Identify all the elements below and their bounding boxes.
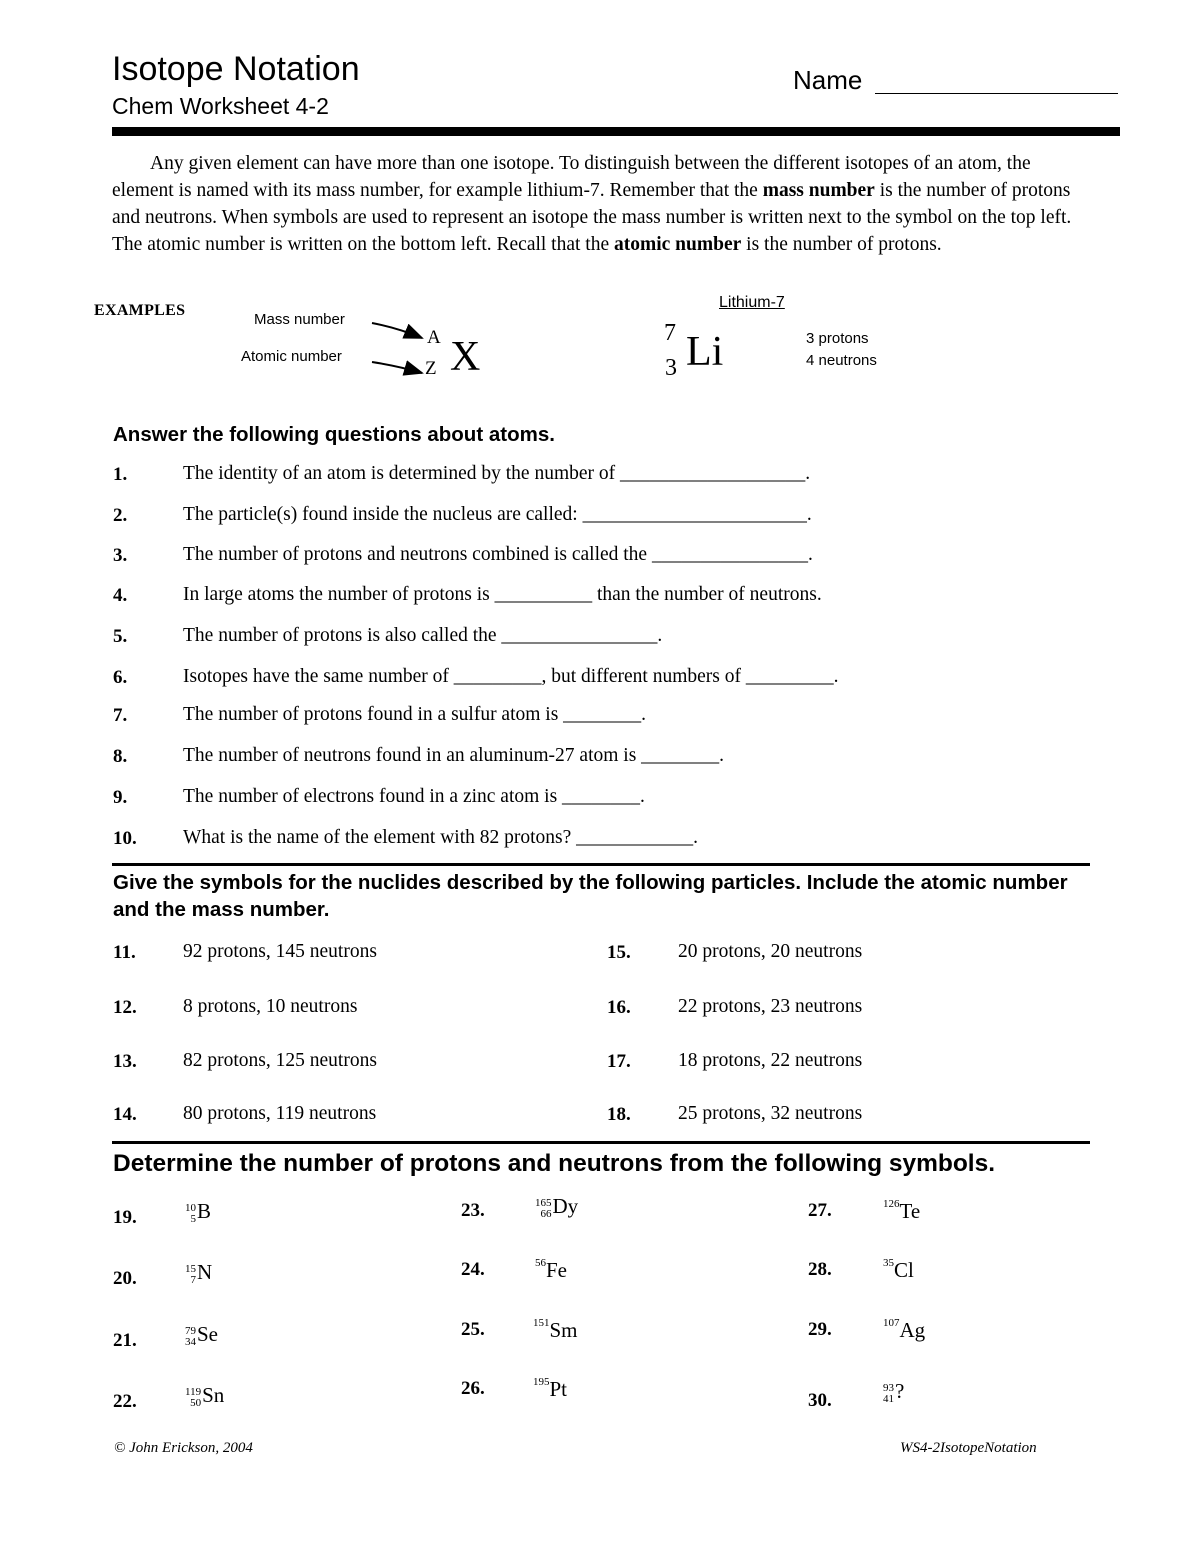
nuclide-mass: 195 — [533, 1376, 550, 1388]
example-arrows — [368, 318, 430, 380]
section2-divider — [112, 863, 1090, 866]
question-number: 5. — [113, 626, 128, 647]
nuclide-symbol — [883, 1199, 920, 1224]
particle-description: 20 protons, 20 neutrons — [678, 941, 863, 962]
intro-paragraph — [112, 150, 1092, 258]
item-number: 18. — [607, 1104, 631, 1125]
item-number: 11. — [113, 942, 136, 963]
nuclide-symbol — [883, 1258, 914, 1283]
nuclide-element: Sm — [549, 1318, 578, 1342]
nuclide-mass: 165 — [535, 1197, 552, 1210]
mass-number-label: Mass number — [254, 311, 345, 328]
item-number: 12. — [113, 997, 137, 1018]
particle-description: 22 protons, 23 neutrons — [678, 996, 863, 1017]
arrow-to-atomic — [372, 362, 422, 373]
examples-label: EXAMPLES — [94, 302, 186, 319]
element-symbol-x: X — [450, 334, 481, 380]
intro-text-3: is the number of protons. — [741, 234, 942, 255]
particle-description: 25 protons, 32 neutrons — [678, 1103, 863, 1124]
lithium-title: Lithium-7 — [719, 294, 785, 311]
question-text: The identity of an atom is determined by the number of ___________________. — [183, 463, 811, 484]
nuclide-mass: 79 — [185, 1325, 196, 1338]
lithium-neutrons: 4 neutrons — [806, 352, 877, 369]
intro-bold-atomic-number: atomic number — [614, 234, 742, 255]
question-text: The number of protons is also called the ________________. — [183, 625, 663, 646]
nuclide-element: Cl — [894, 1258, 914, 1282]
section1-heading: Answer the following questions about atoms. — [113, 423, 555, 446]
item-number: 25. — [461, 1319, 485, 1340]
question-number: 9. — [113, 787, 128, 808]
nuclide-atomic: 41 — [883, 1393, 894, 1406]
arrow-to-mass — [372, 323, 422, 338]
nuclide-symbol — [883, 1379, 904, 1405]
question-number: 4. — [113, 585, 128, 606]
question-number: 1. — [113, 464, 128, 485]
item-number: 28. — [808, 1259, 832, 1280]
nuclide-mass: 151 — [533, 1317, 550, 1329]
item-number: 29. — [808, 1319, 832, 1340]
intro-bold-mass-number: mass number — [762, 180, 875, 201]
nuclide-symbol — [533, 1377, 567, 1402]
atomic-letter: Z — [425, 358, 437, 379]
nuclide-symbol — [185, 1260, 212, 1286]
mass-letter: A — [427, 327, 441, 348]
question-text: In large atoms the number of protons is __________ than the number of neutrons. — [183, 584, 822, 605]
page-subtitle: Chem Worksheet 4-2 — [112, 93, 329, 119]
question-text: What is the name of the element with 82 protons? ____________. — [183, 827, 699, 848]
nuclide-numbers — [185, 1387, 201, 1409]
question-number: 10. — [113, 828, 137, 849]
lithium-protons: 3 protons — [806, 330, 869, 347]
question-text: The number of electrons found in a zinc atom is ________. — [183, 786, 645, 807]
item-number: 26. — [461, 1378, 485, 1399]
item-number: 20. — [113, 1268, 137, 1289]
item-number: 13. — [113, 1051, 137, 1072]
question-text: The number of neutrons found in an aluminum-27 atom is ________. — [183, 745, 725, 766]
item-number: 24. — [461, 1259, 485, 1280]
item-number: 16. — [607, 997, 631, 1018]
header-divider — [112, 127, 1120, 136]
nuclide-element: ? — [895, 1379, 905, 1403]
nuclide-mass: 93 — [883, 1382, 894, 1395]
footer-copyright: © John Erickson, 2004 — [114, 1440, 253, 1456]
item-number: 14. — [113, 1104, 137, 1125]
question-text: The number of protons and neutrons combined is called the ________________. — [183, 544, 813, 565]
item-number: 22. — [113, 1391, 137, 1412]
nuclide-element: Ag — [899, 1318, 926, 1342]
item-number: 23. — [461, 1200, 485, 1221]
particle-description: 82 protons, 125 neutrons — [183, 1050, 377, 1071]
lithium-mass-number: 7 — [664, 320, 676, 346]
nuclide-element: N — [197, 1260, 213, 1284]
nuclide-mass: 15 — [185, 1263, 196, 1276]
nuclide-mass: 126 — [883, 1198, 900, 1210]
question-number: 3. — [113, 545, 128, 566]
nuclide-mass: 119 — [185, 1386, 202, 1399]
nuclide-symbol — [185, 1383, 224, 1409]
nuclide-numbers — [883, 1383, 894, 1405]
nuclide-element: Se — [197, 1322, 218, 1346]
nuclide-atomic: 66 — [540, 1208, 552, 1221]
item-number: 21. — [113, 1330, 137, 1351]
nuclide-element: Te — [899, 1199, 921, 1223]
nuclide-numbers — [185, 1264, 196, 1286]
name-blank-line[interactable] — [875, 93, 1118, 94]
particle-description: 80 protons, 119 neutrons — [183, 1103, 377, 1124]
nuclide-mass: 35 — [883, 1257, 894, 1269]
question-number: 7. — [113, 705, 128, 726]
nuclide-numbers — [185, 1326, 196, 1348]
nuclide-symbol — [883, 1318, 925, 1343]
atomic-number-label: Atomic number — [241, 348, 342, 365]
question-number: 6. — [113, 667, 128, 688]
intro-text-2: is the number of protons and neutrons. When symbols are used to represent an isotope the mass number is written next to the symbol on the top left. The atomic number is written on the bottom left. Recall that the — [112, 180, 1072, 255]
lithium-atomic-number: 3 — [665, 355, 677, 381]
nuclide-atomic: 50 — [190, 1397, 202, 1410]
item-number: 15. — [607, 942, 631, 963]
nuclide-atomic: 5 — [190, 1213, 196, 1226]
section2-heading: Give the symbols for the nuclides described by the following particles. Include the atomic number and the mass number. — [113, 871, 1068, 921]
item-number: 17. — [607, 1051, 631, 1072]
nuclide-symbol — [535, 1194, 578, 1220]
section3-divider — [112, 1141, 1090, 1144]
nuclide-mass: 56 — [535, 1257, 546, 1269]
nuclide-numbers — [535, 1198, 552, 1220]
question-text: The particle(s) found inside the nucleus are called: _______________________. — [183, 504, 812, 525]
particle-description: 8 protons, 10 neutrons — [183, 996, 358, 1017]
footer-code: WS4-2IsotopeNotation — [900, 1440, 1037, 1456]
intro-text-1: Any given element can have more than one isotope. To distinguish between the different isotopes of an atom, the element is named with its mass number, for example lithium-7. Remember that the — [112, 153, 1031, 201]
nuclide-element: Fe — [546, 1258, 567, 1282]
question-text: Isotopes have the same number of _________, but different numbers of _________. — [183, 666, 839, 687]
item-number: 30. — [808, 1390, 832, 1411]
nuclide-element: B — [197, 1199, 212, 1223]
nuclide-symbol — [533, 1318, 578, 1343]
nuclide-symbol — [185, 1199, 211, 1225]
nuclide-atomic: 34 — [185, 1336, 196, 1349]
nuclide-atomic: 7 — [190, 1274, 196, 1287]
item-number: 19. — [113, 1207, 137, 1228]
nuclide-symbol — [185, 1322, 218, 1348]
nuclide-element: Dy — [552, 1194, 579, 1218]
lithium-symbol: Li — [686, 329, 724, 375]
question-text: The number of protons found in a sulfur atom is ________. — [183, 704, 647, 725]
particle-description: 18 protons, 22 neutrons — [678, 1050, 863, 1071]
question-number: 2. — [113, 505, 128, 526]
nuclide-mass: 10 — [185, 1202, 196, 1215]
nuclide-numbers — [185, 1203, 196, 1225]
item-number: 27. — [808, 1200, 832, 1221]
page-title: Isotope Notation — [112, 50, 360, 88]
nuclide-mass: 107 — [883, 1317, 900, 1329]
name-label: Name — [793, 65, 863, 95]
nuclide-symbol — [535, 1258, 567, 1283]
particle-description: 92 protons, 145 neutrons — [183, 941, 377, 962]
section3-heading: Determine the number of protons and neutrons from the following symbols. — [113, 1150, 996, 1177]
nuclide-element: Sn — [202, 1383, 225, 1407]
question-number: 8. — [113, 746, 128, 767]
nuclide-element: Pt — [549, 1377, 568, 1401]
